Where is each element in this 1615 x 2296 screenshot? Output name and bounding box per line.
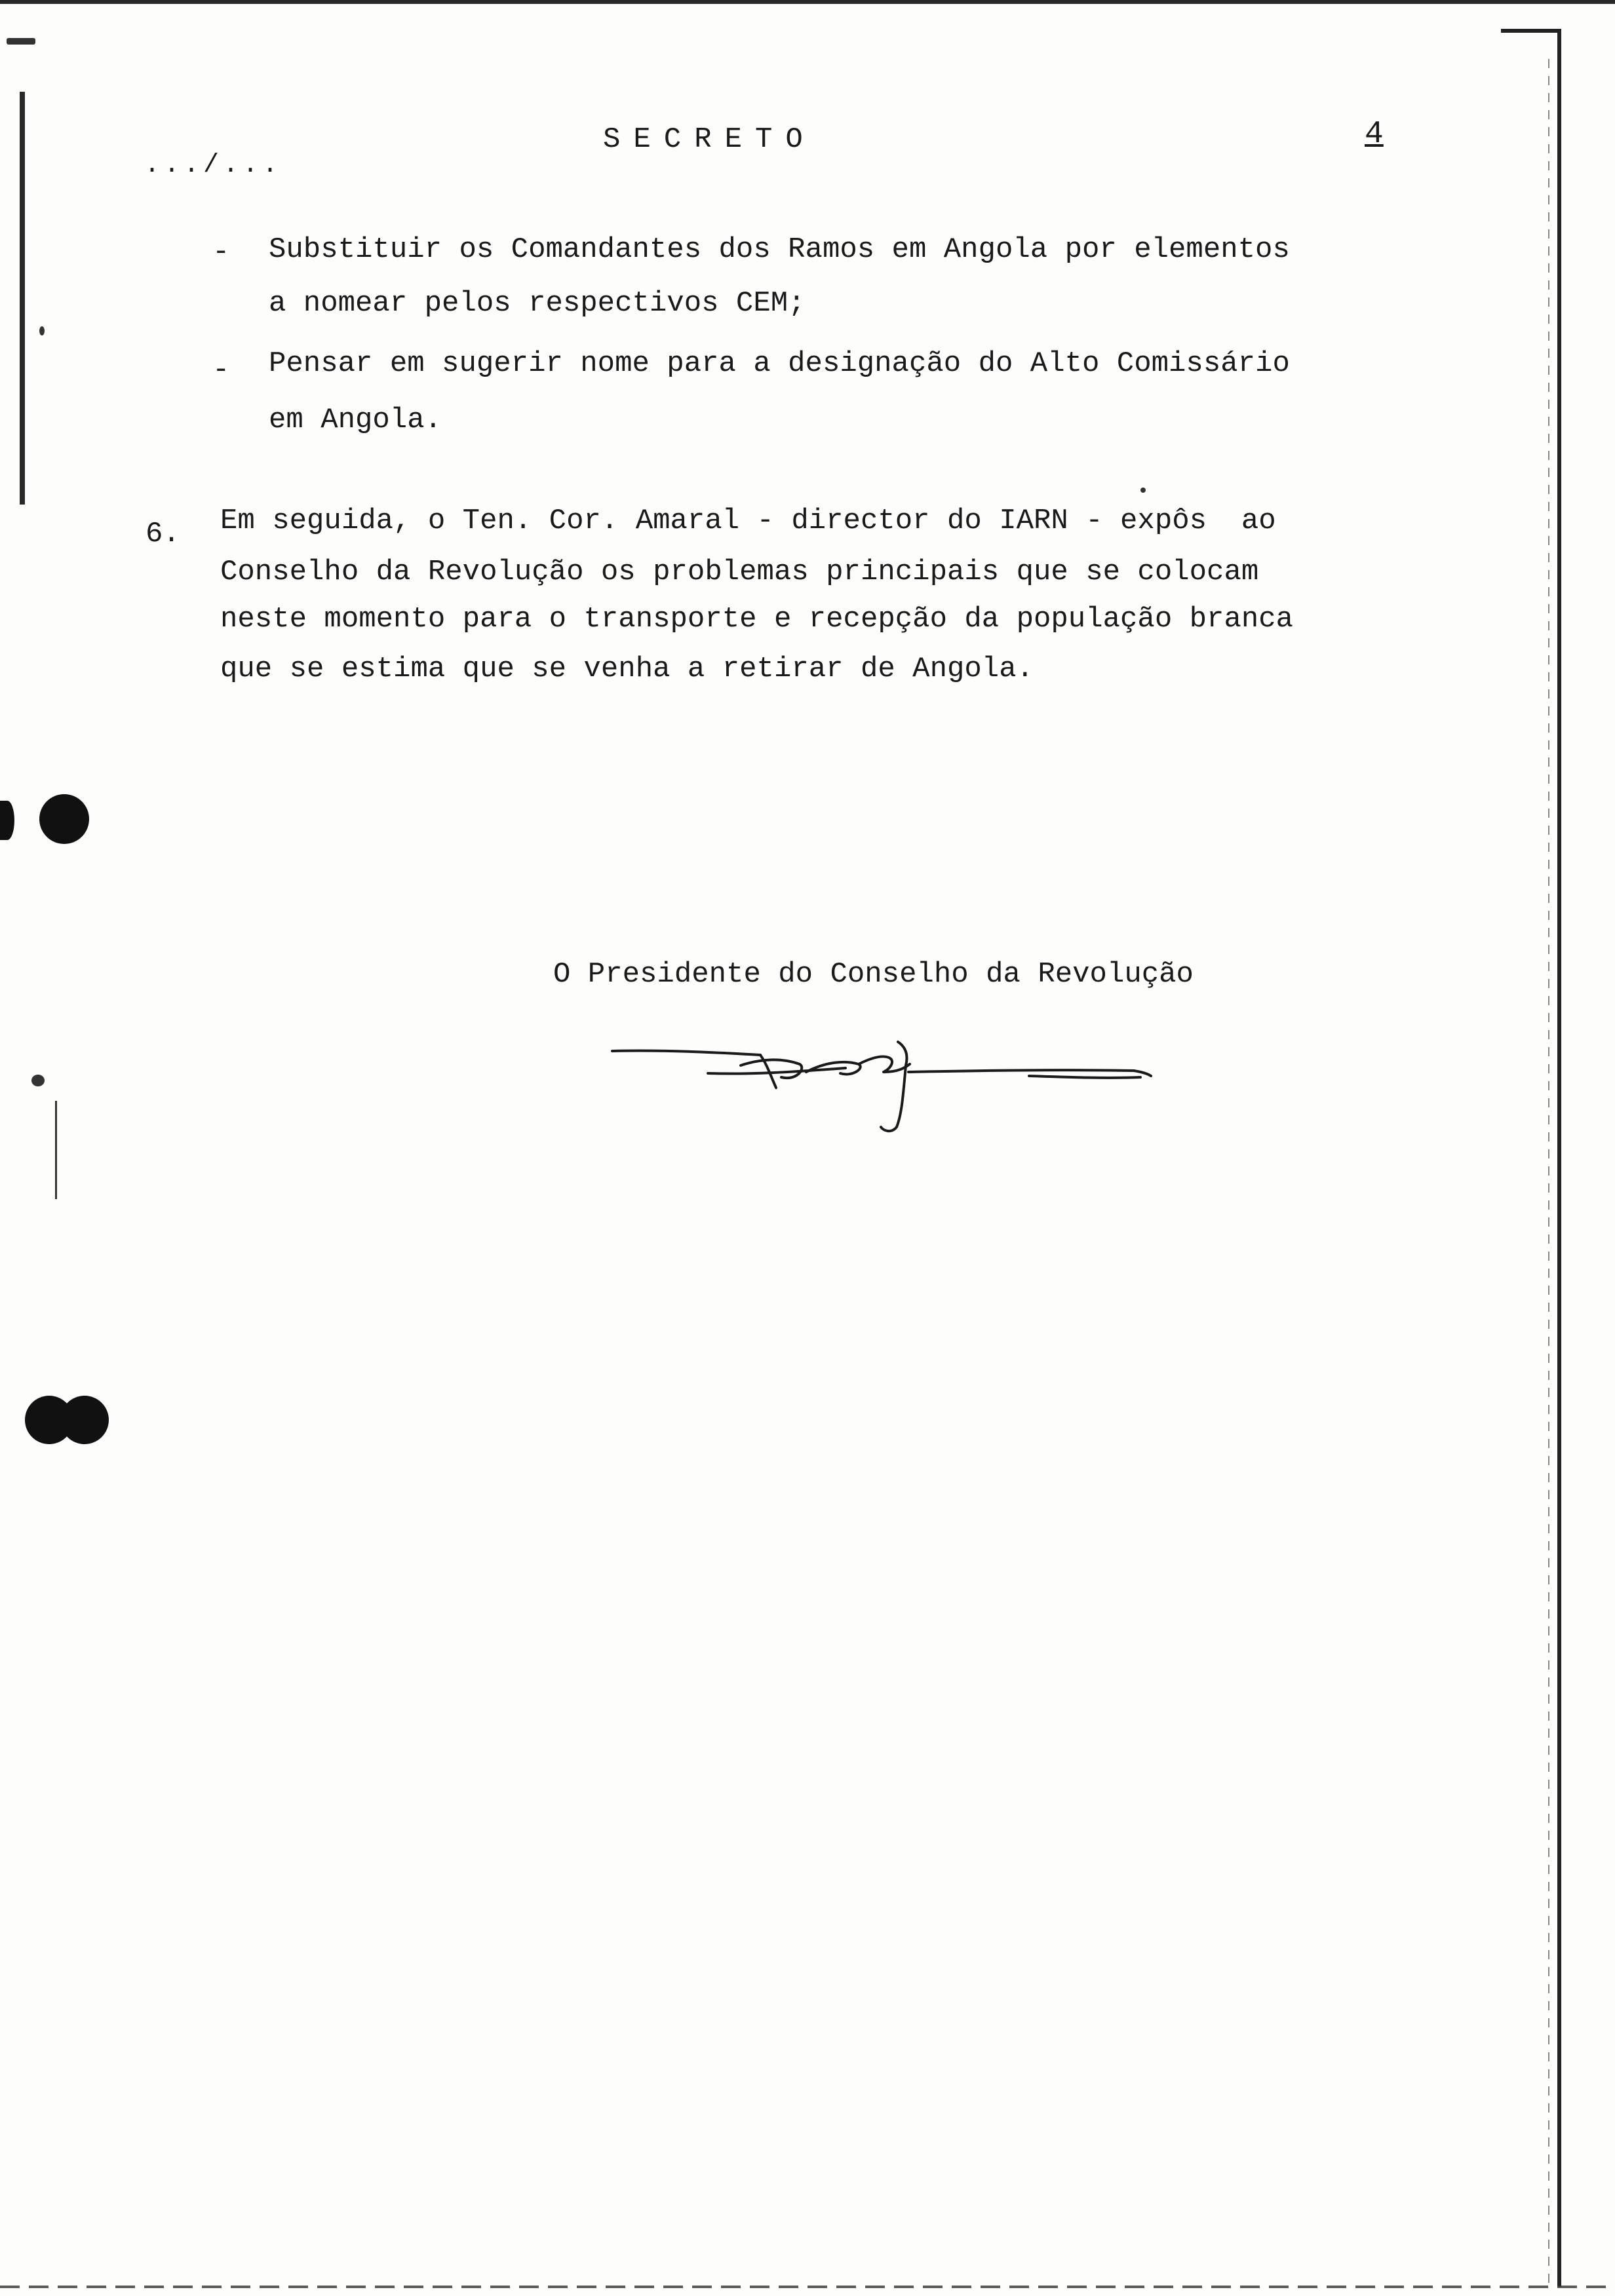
punch-hole-top-edge xyxy=(0,801,14,840)
bullet-line: Substituir os Comandantes dos Ramos em Angola por elementos xyxy=(269,233,1290,266)
scan-edge-right xyxy=(1557,33,1561,2287)
item-number: 6. xyxy=(146,518,180,550)
scan-speck xyxy=(31,1075,45,1086)
classification-heading: SECRETO xyxy=(603,123,816,156)
scan-speck xyxy=(1140,488,1146,493)
bullet-line: Pensar em sugerir nome para a designação do Alto Comissário xyxy=(269,347,1290,380)
bullet-line: a nomear pelos respectivos CEM; xyxy=(269,287,806,320)
paragraph-line: Conselho da Revolução os problemas principais que se colocam xyxy=(220,556,1259,588)
scan-speck xyxy=(55,1101,57,1199)
punch-hole-bottom-right xyxy=(60,1396,109,1444)
bullet-dash: - xyxy=(212,354,230,387)
paragraph-line: que se estima que se venha a retirar de Angola. xyxy=(220,653,1034,685)
scan-edge-left xyxy=(20,92,25,505)
scan-speck xyxy=(39,326,45,335)
bullet-dash: - xyxy=(212,236,230,269)
punch-hole-top xyxy=(39,794,89,844)
handwritten-signature xyxy=(610,1035,1154,1134)
scan-edge-right-dotted xyxy=(1548,59,1549,2287)
page-number: 4 xyxy=(1365,117,1384,152)
bullet-line: em Angola. xyxy=(269,404,442,436)
scan-edge-right-cap xyxy=(1501,29,1561,33)
scan-edge-bottom xyxy=(0,2286,1615,2288)
paragraph-line: Em seguida, o Ten. Cor. Amaral - director do IARN - expôs ao xyxy=(220,505,1276,537)
continuation-mark: .../... xyxy=(144,151,282,180)
signature-label: O Presidente do Conselho da Revolução xyxy=(553,958,1194,991)
scan-speck xyxy=(7,38,35,45)
paragraph-line: neste momento para o transporte e recepção da população branca xyxy=(220,603,1294,636)
scan-edge-top xyxy=(0,0,1615,4)
